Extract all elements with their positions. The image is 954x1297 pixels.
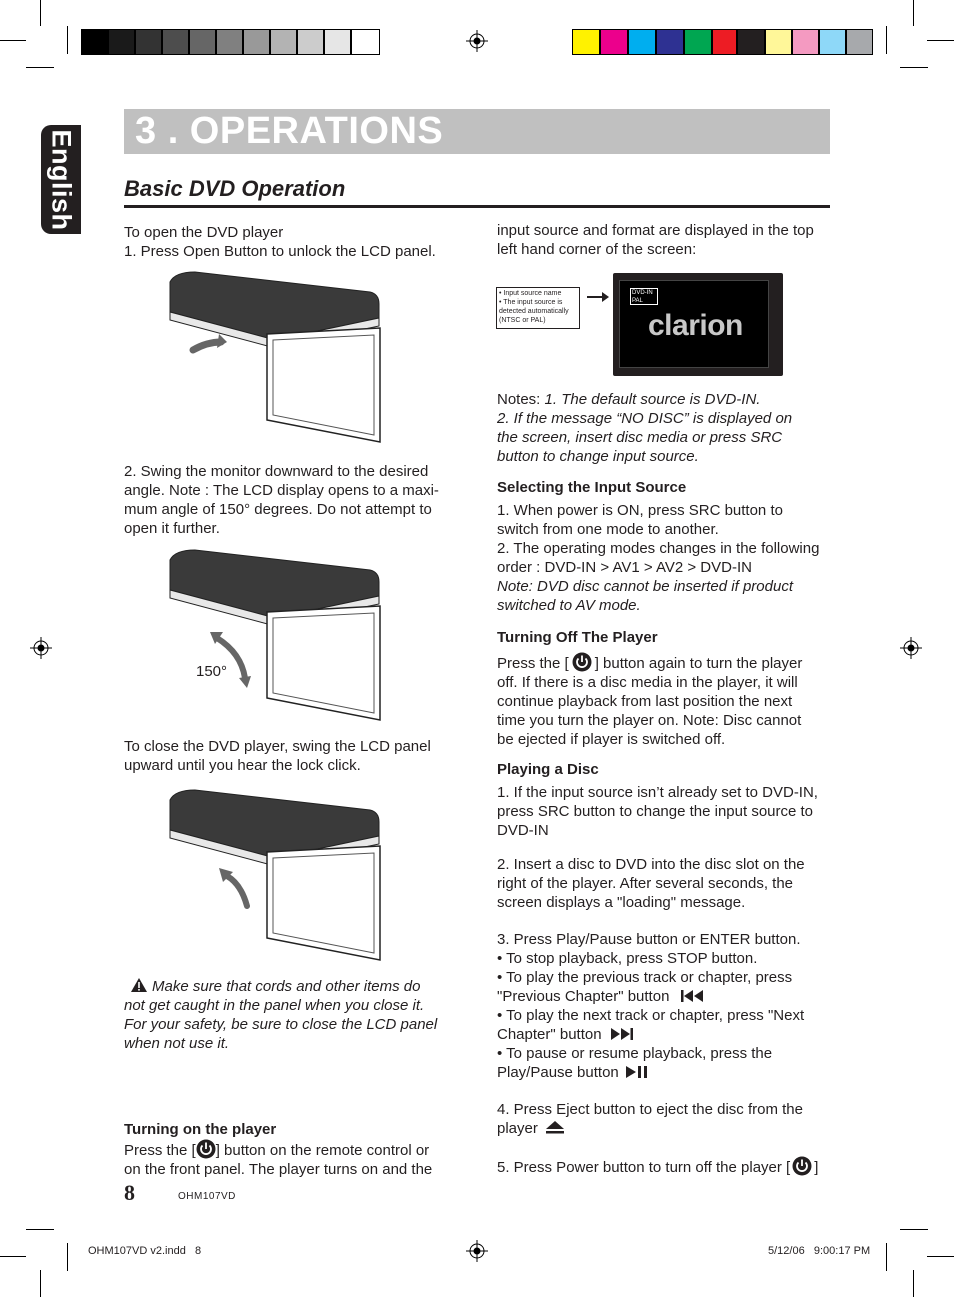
callout-line: • Input source name xyxy=(499,290,562,297)
notes-label: Notes: xyxy=(497,391,541,408)
playing-heading: Playing a Disc xyxy=(497,761,599,778)
close-instructions xyxy=(124,737,431,775)
turn-off-text: continue playback from last position the next xyxy=(497,693,793,710)
note-line: button to change input source. xyxy=(497,448,699,465)
play-line: ] xyxy=(814,1159,819,1176)
power-icon xyxy=(196,1139,216,1159)
turn-off-text: Press the [ xyxy=(497,655,569,672)
play-line: press SRC button to change the input source to xyxy=(497,803,814,820)
turn-off-section xyxy=(497,628,802,749)
select-source-section xyxy=(497,478,819,615)
select-line: 1. When power is ON, press SRC button to xyxy=(497,502,783,519)
play-line: 2. Insert a disc to DVD into the disc slot on the xyxy=(497,856,805,873)
file-name: OHM107VD v2.indd 8 xyxy=(88,1245,202,1257)
callout-line: • The input source is xyxy=(499,299,563,306)
registration-mark-icon xyxy=(466,1240,488,1262)
open-step-1: 1. Press Open Button to unlock the LCD panel. xyxy=(124,243,436,260)
play-line: right of the player. After several seconds, the xyxy=(497,875,794,892)
callout-line: detected automatically xyxy=(499,308,569,315)
page-number: 8 xyxy=(124,1180,135,1205)
screen-format: PAL xyxy=(632,298,643,304)
play-bullet: Play/Pause button xyxy=(497,1064,619,1081)
select-line: order : DVD-IN > AV1 > AV2 > DVD-IN xyxy=(497,559,752,576)
play-bullet: "Previous Chapter" button xyxy=(497,988,670,1005)
section-title-bar xyxy=(124,109,830,154)
notes-section xyxy=(497,390,792,466)
play-line: 4. Press Eject button to eject the disc from the xyxy=(497,1101,803,1118)
arrow-right-icon xyxy=(586,290,610,304)
screen-preview xyxy=(613,273,783,376)
section-title: 3 . OPERATIONS xyxy=(135,110,444,152)
registration-mark-icon xyxy=(466,30,488,52)
turn-off-heading: Turning Off The Player xyxy=(497,629,658,646)
play-bullet: • To pause or resume playback, press the xyxy=(497,1045,773,1062)
screen-display xyxy=(619,280,769,368)
power-icon xyxy=(792,1156,812,1176)
turn-off-text: be ejected if player is switched off. xyxy=(497,731,726,748)
play-bullet: • To play the next track or chapter, press "Next xyxy=(497,1007,805,1024)
select-heading: Selecting the Input Source xyxy=(497,479,687,496)
open-instructions xyxy=(124,223,436,261)
note-line: the screen, insert disc media or press SRC xyxy=(497,429,783,446)
subtitle-rule xyxy=(124,205,830,208)
play-bullet: Chapter" button xyxy=(497,1026,602,1043)
playing-disc-section xyxy=(497,760,837,1177)
play-line: 5. Press Power button to turn off the player [ xyxy=(497,1159,791,1176)
play-line: 3. Press Play/Pause button or ENTER button. xyxy=(497,931,801,948)
monitor-close-illustration xyxy=(165,788,385,963)
registration-mark-icon xyxy=(900,637,922,659)
angle-label: 150° xyxy=(196,663,228,680)
input-display-intro xyxy=(497,221,814,259)
intro-line: left hand corner of the screen: xyxy=(497,241,697,258)
intro-line: input source and format are displayed in the top xyxy=(497,222,814,239)
swing-line: open it further. xyxy=(124,520,220,537)
note-line: 1. The default source is DVD-IN. xyxy=(544,391,761,408)
turn-off-text: off. If there is a disc media in the player, it will xyxy=(497,674,798,691)
language-tab xyxy=(41,125,81,234)
eject-icon xyxy=(545,1120,565,1134)
play-line: 1. If the input source isn’t already set to DVD-IN, xyxy=(497,784,818,801)
play-line: player xyxy=(497,1120,538,1137)
clarion-logo: clarion xyxy=(648,309,743,342)
screen-source: DVD-IN xyxy=(632,290,653,296)
close-line: To close the DVD player, swing the LCD panel xyxy=(124,738,431,755)
swing-line: angle. Note : The LCD display opens to a maxi- xyxy=(124,482,439,499)
close-line: upward until you hear the lock click. xyxy=(124,757,361,774)
callout-line: (NTSC or PAL) xyxy=(499,317,546,324)
warning-line: Make sure that cords and other items do xyxy=(152,978,421,995)
source-callout xyxy=(496,287,580,329)
play-line: DVD-IN xyxy=(497,822,549,839)
turn-off-text: time you turn the player on. Note: Disc cannot xyxy=(497,712,802,729)
select-line: 2. The operating modes changes in the following xyxy=(497,540,820,557)
warning-triangle-icon xyxy=(130,977,148,993)
language-tab-label: English xyxy=(46,128,77,231)
swing-line: 2. Swing the monitor downward to the desired xyxy=(124,463,429,480)
play-bullet: • To play the previous track or chapter, press xyxy=(497,969,793,986)
turn-on-text: ] button on the remote control or xyxy=(215,1142,430,1159)
turn-on-text: on the front panel. The player turns on and the xyxy=(124,1161,433,1178)
play-line: screen displays a "loading" message. xyxy=(497,894,746,911)
power-icon xyxy=(572,652,592,672)
note-line: 2. If the message “NO DISC” is displayed on xyxy=(497,410,793,427)
screen-source-box xyxy=(630,288,658,305)
swing-instructions xyxy=(124,462,439,538)
select-line: switch from one mode to another. xyxy=(497,521,719,538)
select-note: Note: DVD disc cannot be inserted if product xyxy=(497,578,793,595)
warning-line: not get caught in the panel when you close it. xyxy=(124,997,425,1014)
turn-on-section xyxy=(124,1120,432,1179)
safety-warning xyxy=(124,977,464,1053)
previous-chapter-icon xyxy=(680,989,706,1003)
warning-line: For your safety, be sure to close the LCD panel xyxy=(124,1016,438,1033)
select-note: switched to AV mode. xyxy=(497,597,641,614)
monitor-open-illustration xyxy=(165,270,385,445)
warning-line: when not use it. xyxy=(124,1035,230,1052)
play-pause-icon xyxy=(625,1065,651,1079)
turn-off-text: ] button again to turn the player xyxy=(594,655,803,672)
registration-mark-icon xyxy=(30,637,52,659)
page-subtitle: Basic DVD Operation xyxy=(124,176,346,201)
monitor-angle-illustration xyxy=(165,548,385,723)
next-chapter-icon xyxy=(609,1027,635,1041)
model-number: OHM107VD xyxy=(178,1191,236,1202)
turn-on-heading: Turning on the player xyxy=(124,1121,277,1138)
print-timestamp: 5/12/06 9:00:17 PM xyxy=(768,1245,871,1257)
open-heading: To open the DVD player xyxy=(124,224,284,241)
turn-on-text: Press the [ xyxy=(124,1142,196,1159)
play-bullet: • To stop playback, press STOP button. xyxy=(497,950,758,967)
swing-line: mum angle of 150° degrees. Do not attempt to xyxy=(124,501,432,518)
